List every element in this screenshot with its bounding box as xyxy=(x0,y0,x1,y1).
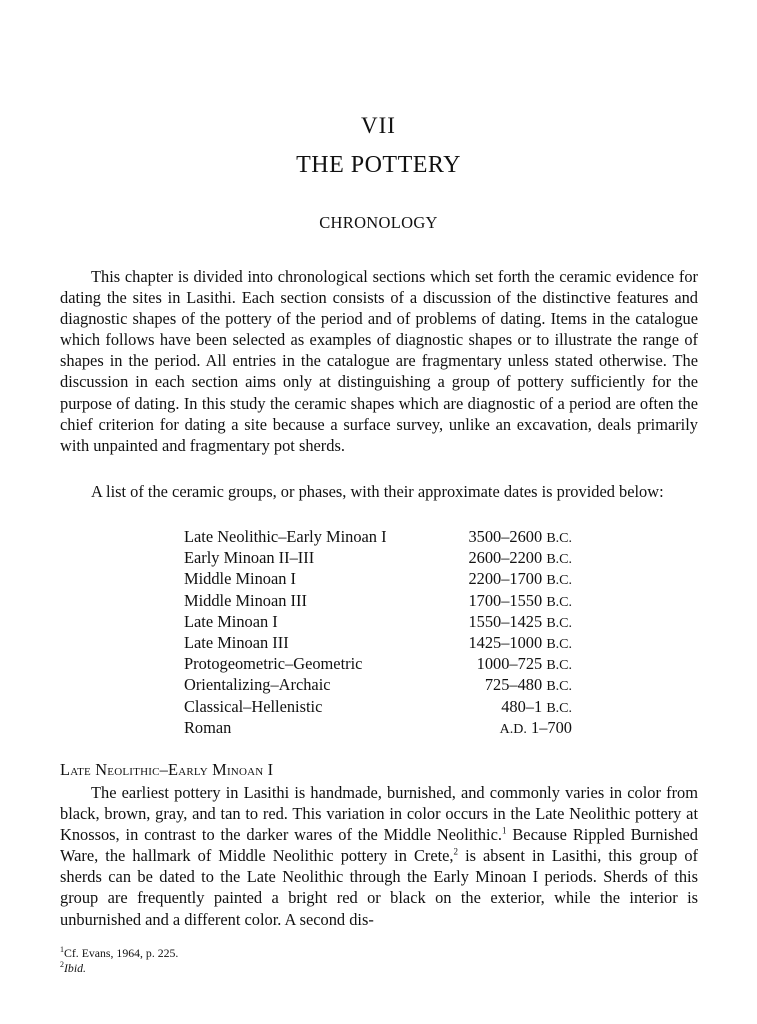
phase-range: 1550–1425 B.C. xyxy=(468,611,572,631)
footnote-text: Cf. Evans, 1964, p. 225. xyxy=(64,946,179,960)
phase-range: 480–1 B.C. xyxy=(501,696,572,716)
section-title: CHRONOLOGY xyxy=(319,213,438,232)
phase-row xyxy=(184,696,584,717)
phase-row xyxy=(184,568,584,589)
phase-row xyxy=(184,717,584,738)
phase-row xyxy=(184,653,584,674)
phase-row xyxy=(184,590,584,611)
phase-range: 1700–1550 B.C. xyxy=(468,590,572,610)
phase-range: 1425–1000 B.C. xyxy=(468,632,572,652)
subsection-paragraph: The earliest pottery in Lasithi is handmade, burnished, and commonly varies in color from black, brown, gray, and tan to red. This variation in color occurs in the Late Neolithic pottery at Knossos, in contrast to the darker wares of the Middle Neolithic.$^1$ Because Rippled Burnished Ware, the hallmark of Middle Neolithic pottery in Crete,$^2$ is absent in Lasithi, this group of sherds can be dated to the Late Neolithic through the Early Minoan I periods. Sherds of this group are frequently painted a bright red or black on the exterior, while the interior is unburnished and a different color. A second dis- xyxy=(60,783,698,929)
intro-paragraph: This chapter is divided into chronological sections which set forth the ceramic evidence for dating the sites in Lasithi. Each section consists of a discussion of the distinctive features and diagnostic shapes of the pottery of the period and of problems of dating. Items in the catalogue which follows have been selected as examples of diagnostic shapes or to illustrate the range of shapes in the period. All entries in the catalogue are fragmentary unless stated otherwise. The discussion in each section aims only at distinguishing a group of pottery sufficiently for the purpose of dating. In this study the ceramic shapes which are diagnostic of a period are often the chief criterion for dating a site because a surface survey, unlike an excavation, deals primarily with unpainted and fragmentary pot sherds. xyxy=(60,267,698,455)
phase-period: Middle Minoan I xyxy=(184,569,296,589)
chapter-title: THE POTTERY xyxy=(296,152,461,178)
phase-row xyxy=(184,674,584,695)
footnote xyxy=(60,961,178,976)
footnote-mark: 2 xyxy=(60,960,64,970)
footnote-ref[interactable]: 1 xyxy=(501,825,507,836)
phase-row xyxy=(184,611,584,632)
footnote-mark: 1 xyxy=(60,945,64,955)
list-intro-paragraph: A list of the ceramic groups, or phases, with their approximate dates is provided below: xyxy=(91,482,664,501)
phase-period: Late Neolithic–Early Minoan I xyxy=(184,527,387,546)
list-intro-text xyxy=(60,481,698,502)
phase-period: Protogeometric–Geometric xyxy=(184,654,363,674)
phase-range: 1000–725 B.C. xyxy=(476,654,572,674)
phase-period: Orientalizing–Archaic xyxy=(184,675,331,695)
footnote-text: Ibid. xyxy=(64,961,86,975)
subsection-text xyxy=(60,782,698,930)
phase-period: Early Minoan II–III xyxy=(184,548,315,568)
phase-row xyxy=(184,632,584,653)
phase-period: Late Minoan I xyxy=(184,611,278,631)
phase-range: 3500–2600 B.C. xyxy=(468,527,572,546)
footnote xyxy=(60,946,178,961)
phase-range: 2200–1700 B.C. xyxy=(468,569,572,589)
footnotes xyxy=(60,946,178,976)
chapter-number: VII xyxy=(361,113,396,138)
phase-range: A.D. 1–700 xyxy=(499,717,572,737)
intro-text xyxy=(60,266,698,456)
subsection-heading: Late Neolithic–Early Minoan I xyxy=(60,760,274,779)
footnote-ref[interactable]: 2 xyxy=(453,846,459,857)
phase-range: 2600–2200 B.C. xyxy=(468,548,572,568)
phase-row xyxy=(184,547,584,568)
phase-date-list xyxy=(184,526,584,738)
phase-period: Middle Minoan III xyxy=(184,590,307,610)
phase-range: 725–480 B.C. xyxy=(484,675,572,695)
phase-period: Late Minoan III xyxy=(184,632,289,652)
phase-period: Classical–Hellenistic xyxy=(184,696,323,716)
phase-period: Roman xyxy=(184,717,232,737)
phase-row xyxy=(184,526,584,547)
